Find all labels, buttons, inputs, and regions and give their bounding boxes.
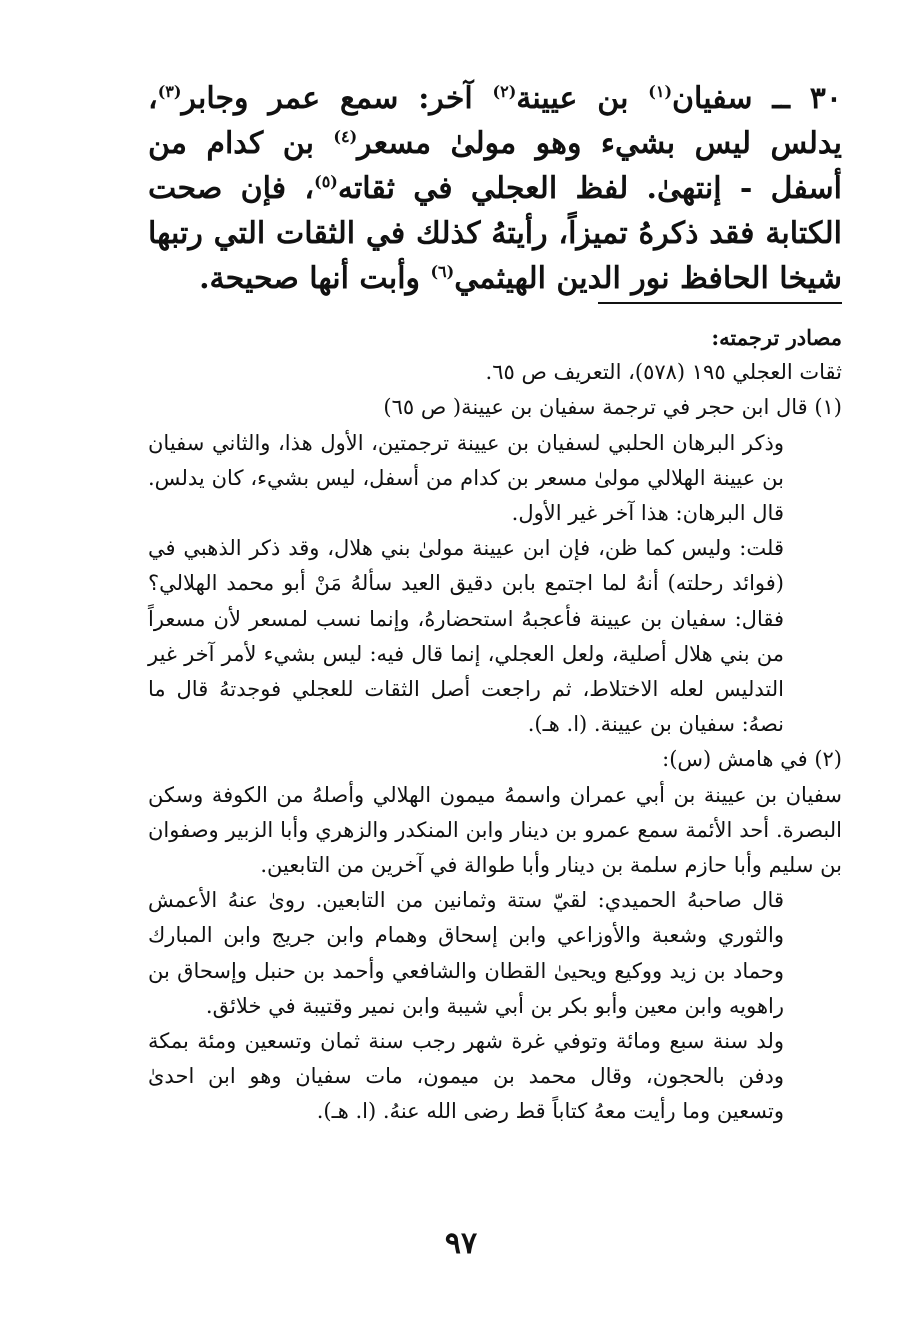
footnote-1-title: (١) قال ابن حجر في ترجمة سفيان بن عيينة( ص ٦٥) <box>383 395 842 420</box>
entry-text: بن عيينة <box>516 81 649 116</box>
footnote-1-paragraph-2: قلت: وليس كما ظن، فإن ابن عيينة مولىٰ بني هلال، وقد ذكر الذهبي في (فوائد رحلته) أنهُ لما اجتمع بابن دقيق العيد سألهُ مَنْ أبو محمد الهلالي؟ فقال: سفيان بن عيينة فأعجبهُ استحضارهُ، وإنما نسب لمسعر لأن مسعراً من بني هلال أصلية، ولعل العجلي، إنما قال فيه: ليس بشيء لأمر آخر غير التدليس لعله الاختلاط، ثم راجعت أصل الثقات للعجلي فوجدتهُ قال ما نصهُ: سفيان بن عيينة. (ا. هـ). <box>148 536 784 737</box>
footnote-1-paragraph-1: وذكر البرهان الحلبي لسفيان بن عيينة ترجمتين، الأول هذا، والثاني سفيان بن عيينة الهلالي مولىٰ مسعر بن كدام من أسفل، ليس بشيء، كان يدلس. قال البرهان: هذا آخر غير الأول. <box>148 430 784 526</box>
entry-number: ٣٠ ــ <box>772 81 843 116</box>
main-text <box>148 76 842 301</box>
footnote-ref-5: (٥) <box>314 172 338 191</box>
footnote-ref-4: (٤) <box>333 127 358 146</box>
footnote-divider <box>598 302 842 304</box>
footnote-2-paragraph-3: ولد سنة سبع ومائة وتوفي غرة شهر رجب سنة ثمان وتسعين ومئة بمكة ودفن بالحجون، وقال محمد بن ميمون، مات سفيان وهو ابن احدىٰ وتسعين وما رأيت معهُ كتاباً قط رضى الله عنهُ. (ا. هـ). <box>148 1029 784 1124</box>
footnote-2-paragraph-2: قال صاحبهُ الحميدي: لقيّ ستة وثمانين من التابعين. روىٰ عنهُ الأعمش والثوري وشعبة والأوزاعي وابن إسحاق وهمام وابن جريج وابن المبارك وحماد بن زيد ووكيع ويحيىٰ القطان والشافعي وأحمد بن حنبل وإسحاق بن راهويه وابن معين وأبو بكر بن أبي شيبة وابن نمير وقتيبة في خلائق. <box>148 888 784 1018</box>
footnote-ref-6: (٦) <box>430 262 455 281</box>
entry-text: ، يدلس ليس بشيء وهو مولىٰ مسعر <box>148 81 842 161</box>
entry-text: بن كدام من أسفل - إنتهىٰ. لفظ العجلي في ثقاته <box>148 126 842 206</box>
entry-paragraph <box>148 76 842 301</box>
footnote-ref-3: (٣) <box>157 82 182 101</box>
entry-text: ، فإن صحت الكتابة فقد ذكرهُ تميزاً، رأيتهُ كذلك في الثقات التي رتبها شيخا الحافظ نور الدين الهيثمي <box>148 171 842 296</box>
entry-text: سفيان <box>672 81 773 116</box>
sources-list: ثقات العجلي ١٩٥ (٥٧٨)، التعريف ص ٦٥. <box>485 360 842 385</box>
entry-text: وأبت أنها صحيحة. <box>199 261 431 296</box>
footnote-2-paragraph-1: سفيان بن عيينة بن أبي عمران واسمهُ ميمون الهلالي وأصلهُ من الكوفة وسكن البصرة. أحد الأئمة سمع عمرو بن دينار وابن المنكدر والزهري وأبا الزبير وصفوان بن سليم وأبا حازم سلمة بن دينار وأبا طوالة في آخرين من التابعين. <box>148 782 842 878</box>
page-number: ٩٧ <box>444 1226 478 1261</box>
footnote-2-title: (٢) في هامش (س): <box>662 747 842 772</box>
footnotes-section <box>148 320 842 1130</box>
footnote-ref-2: (٢) <box>492 82 517 101</box>
entry-text: آخر: سمع عمر وجابر <box>181 81 493 116</box>
sources-heading: مصادر ترجمته: <box>711 325 842 350</box>
footnote-ref-1: (١) <box>648 82 673 101</box>
